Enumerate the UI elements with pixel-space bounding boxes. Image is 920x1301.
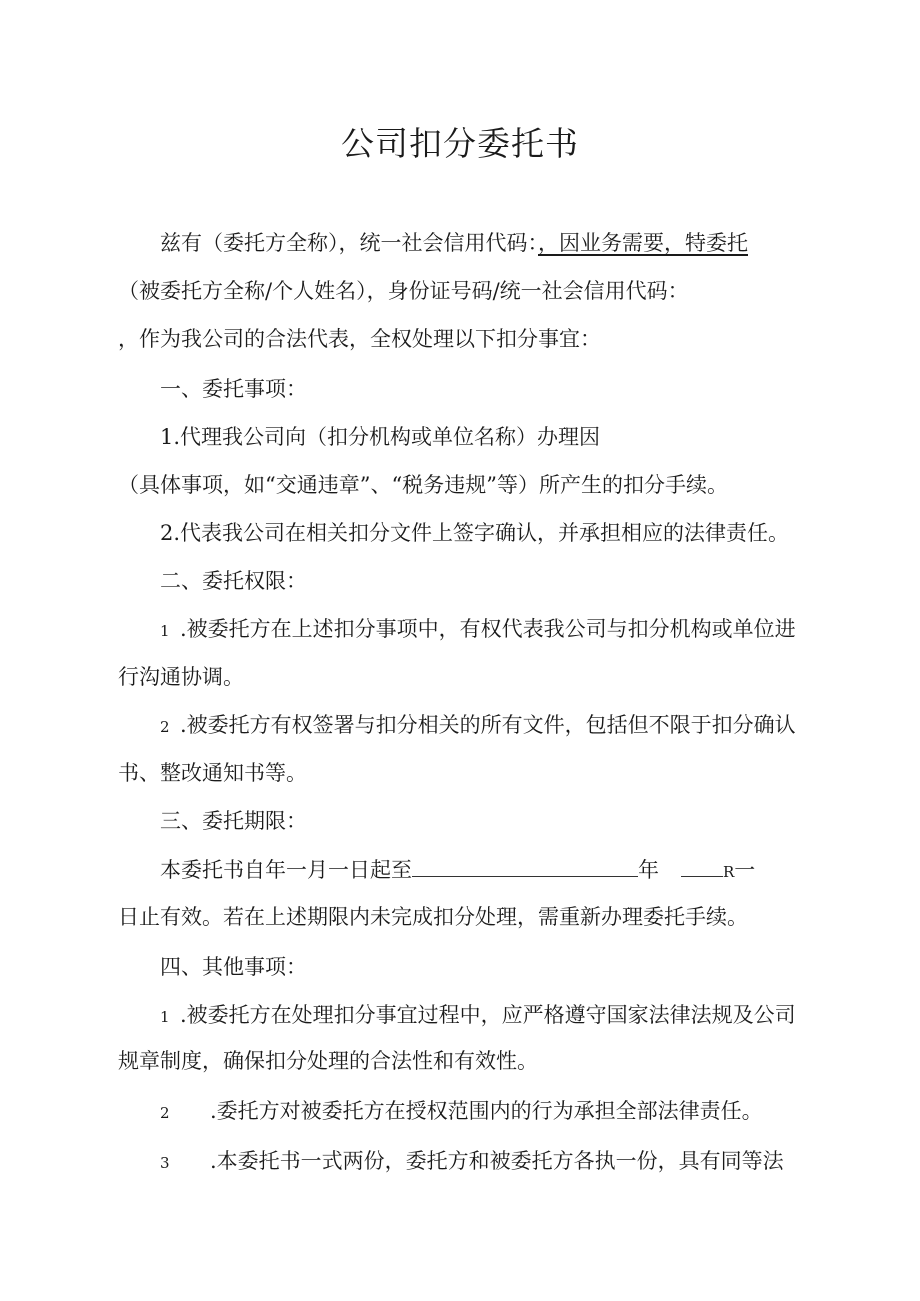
end-year-blank[interactable] [412, 854, 638, 877]
dash-mark: 一 [734, 858, 756, 882]
item-2-2-cont: 书、整改通知书等。 [118, 761, 307, 785]
section-heading-2: 二、委托权限： [160, 569, 307, 593]
item-number: 2 [160, 1104, 170, 1122]
intro-underlined-text: ，因业务需要，特委托 [538, 231, 748, 255]
item-2-1-cont: 行沟通协调。 [118, 665, 244, 689]
term-line-cont: 日止有效。若在上述期限内未完成扣分处理，需重新办理委托手续。 [118, 905, 748, 929]
item-number: 1 [160, 622, 170, 640]
item-4-1 [160, 1000, 796, 1032]
section-heading-3: 三、委托期限： [160, 809, 307, 833]
end-month-blank[interactable] [681, 854, 723, 877]
item-text: .被委托方在上述扣分事项中，有权代表我公司与扣分机构或单位进 [180, 617, 796, 641]
section-heading-4: 四、其他事项： [160, 955, 307, 979]
item-text: .被委托方有权签署与扣分相关的所有文件，包括但不限于扣分确认 [180, 713, 796, 737]
paragraph-agent: （被委托方全称/个人姓名），身份证号码/统一社会信用代码： [118, 279, 689, 303]
item-number: 1 [160, 1008, 170, 1026]
item-4-1-cont: 规章制度，确保扣分处理的合法性和有效性。 [118, 1049, 538, 1073]
item-1-1: 1.代理我公司向（扣分机构或单位名称）办理因 [160, 425, 601, 449]
item-text: .本委托书一式两份，委托方和被委托方各执一份，具有同等法 [210, 1149, 784, 1173]
item-2-2 [160, 710, 796, 742]
item-number: 2 [160, 718, 170, 736]
paragraph-representative: ，作为我公司的合法代表，全权处理以下扣分事宜： [118, 327, 601, 351]
paragraph-intro [160, 228, 748, 258]
item-1-2: 2.代表我公司在相关扣分文件上签字确认，并承担相应的法律责任。 [160, 521, 790, 545]
item-4-3 [160, 1146, 784, 1178]
term-text: 本委托书自年一月一日起至 [160, 858, 412, 882]
item-2-1 [160, 614, 796, 646]
month-label: R [723, 863, 735, 881]
intro-text: 兹有（委托方全称），统一社会信用代码： [160, 231, 538, 255]
item-4-2 [160, 1096, 763, 1128]
term-line [160, 854, 755, 887]
item-1-1-cont: （具体事项，如“交通违章”、“税务违规”等）所产生的扣分手续。 [118, 473, 728, 497]
item-number: 3 [160, 1154, 170, 1172]
item-text: .委托方对被委托方在授权范围内的行为承担全部法律责任。 [210, 1099, 763, 1123]
document-title: 公司扣分委托书 [341, 124, 579, 163]
item-text: .被委托方在处理扣分事宜过程中，应严格遵守国家法律法规及公司 [180, 1003, 796, 1027]
year-label: 年 [638, 858, 659, 882]
section-heading-1: 一、委托事项： [160, 377, 307, 401]
